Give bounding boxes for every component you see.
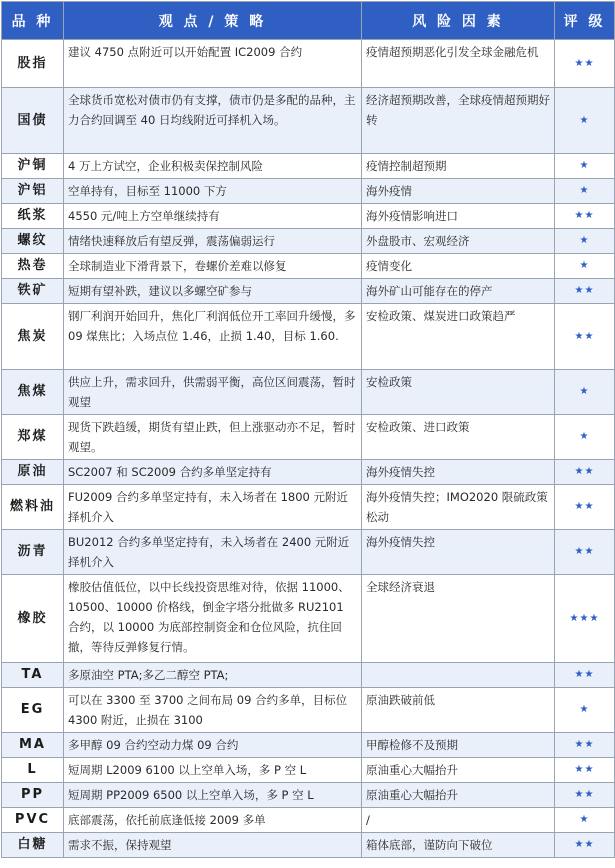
table-row [2,254,615,279]
header-product: 品 种 [2,2,64,40]
product-cell: 国债 [2,88,64,154]
rating-cell: ★★ [555,279,615,304]
table-row [2,688,615,733]
risk-cell: 疫情变化 [362,254,555,279]
risk-cell: 海外疫情失控 [362,530,555,575]
rating-cell: ★ [555,88,615,154]
rating-cell: ★ [555,154,615,179]
product-cell: EG [2,688,64,733]
table-header-row [2,2,615,40]
view-cell: FU2009 合约多单坚定持有，未入场者在 1800 元附近择机介入 [64,485,362,530]
rating-cell: ★ [555,254,615,279]
table-row [2,575,615,663]
rating-cell: ★★ [555,758,615,783]
table-row [2,733,615,758]
product-cell: 沪铜 [2,154,64,179]
product-cell: 螺纹 [2,229,64,254]
table-row [2,808,615,833]
product-cell: 焦煤 [2,370,64,415]
view-cell: 需求不振，保持观望 [64,833,362,858]
view-cell: SC2007 和 SC2009 合约多单坚定持有 [64,460,362,485]
rating-cell: ★★ [555,733,615,758]
view-cell: 橡胶估值低位，以中长线投资思维对待，依据 11000、10500、10000 价格线，倒金字塔分批做多 RU2101 合约，以 10000 为底部控制资金和仓位风险，抗住回撤，等待反弹修复行情。 [64,575,362,663]
view-cell: 情绪快速释放后有望反弹，震荡偏弱运行 [64,229,362,254]
product-cell: 纸浆 [2,204,64,229]
risk-cell: 海外疫情失控 [362,460,555,485]
risk-cell: 海外疫情失控；IMO2020 限硫政策松动 [362,485,555,530]
risk-cell: 疫情控制超预期 [362,154,555,179]
table-row [2,204,615,229]
view-cell: 建议 4750 点附近可以开始配置 IC2009 合约 [64,40,362,88]
rating-cell: ★★ [555,663,615,688]
product-cell: TA [2,663,64,688]
view-cell: 4550 元/吨上方空单继续持有 [64,204,362,229]
risk-cell [362,663,555,688]
product-cell: 橡胶 [2,575,64,663]
risk-cell: 经济超预期改善，全球疫情超预期好转 [362,88,555,154]
risk-cell: 外盘股市、宏观经济 [362,229,555,254]
table-row [2,833,615,858]
table-row [2,460,615,485]
table-body [2,40,615,858]
product-cell: 原油 [2,460,64,485]
product-cell: 白糖 [2,833,64,858]
risk-cell: 安检政策、进口政策 [362,415,555,460]
view-cell: 底部震荡，依托前底逢低接 2009 多单 [64,808,362,833]
view-cell: 多甲醇 09 合约空动力煤 09 合约 [64,733,362,758]
view-cell: 短期有望补跌，建议以多螺空矿参与 [64,279,362,304]
risk-cell: 全球经济衰退 [362,575,555,663]
table-row [2,179,615,204]
table-row [2,415,615,460]
product-cell: PVC [2,808,64,833]
product-cell: 郑煤 [2,415,64,460]
risk-cell: 疫情超预期恶化引发全球金融危机 [362,40,555,88]
product-cell: 热卷 [2,254,64,279]
rating-cell: ★★ [555,304,615,370]
table-row [2,370,615,415]
risk-cell: 安检政策、煤炭进口政策趋严 [362,304,555,370]
rating-cell: ★★ [555,204,615,229]
table-row [2,40,615,88]
view-cell: 4 万上方试空，企业积极卖保控制风险 [64,154,362,179]
view-cell: 现货下跌趋缓，期货有望止跌，但上涨驱动亦不足，暂时观望。 [64,415,362,460]
product-cell: 铁矿 [2,279,64,304]
rating-cell: ★ [555,808,615,833]
table-row [2,229,615,254]
product-cell: MA [2,733,64,758]
risk-cell: 箱体底部，谨防向下破位 [362,833,555,858]
rating-cell: ★ [555,415,615,460]
risk-cell: 原油跌破前低 [362,688,555,733]
rating-cell: ★ [555,229,615,254]
table-row [2,154,615,179]
product-cell: L [2,758,64,783]
rating-cell: ★★ [555,460,615,485]
view-cell: 多原油空 PTA;多乙二醇空 PTA; [64,663,362,688]
rating-cell: ★ [555,688,615,733]
table-row [2,485,615,530]
risk-cell: 原油重心大幅抬升 [362,783,555,808]
header-risk: 风 险 因 素 [362,2,555,40]
view-cell: 可以在 3300 至 3700 之间布局 09 合约多单，目标位 4300 附近，止损在 3100 [64,688,362,733]
table-row [2,783,615,808]
header-view: 观 点 / 策 略 [64,2,362,40]
view-cell: 钢厂利润开始回升，焦化厂利润低位开工率回升缓慢，多 09 煤焦比；入场点位 1.46，止损 1.40，目标 1.60. [64,304,362,370]
strategy-table [1,1,615,858]
risk-cell: 原油重心大幅抬升 [362,758,555,783]
rating-cell: ★★ [555,485,615,530]
risk-cell: 海外疫情影响进口 [362,204,555,229]
risk-cell: 甲醇检修不及预期 [362,733,555,758]
view-cell: 短周期 PP2009 6500 以上空单入场，多 P 空 L [64,783,362,808]
rating-cell: ★★ [555,530,615,575]
table-row [2,530,615,575]
product-cell: 沥青 [2,530,64,575]
rating-cell: ★ [555,179,615,204]
header-rating: 评 级 [555,2,615,40]
risk-cell: 海外疫情 [362,179,555,204]
product-cell: 燃料油 [2,485,64,530]
view-cell: BU2012 合约多单坚定持有，未入场者在 2400 元附近择机介入 [64,530,362,575]
rating-cell: ★★ [555,833,615,858]
product-cell: 股指 [2,40,64,88]
product-cell: 焦炭 [2,304,64,370]
table-row [2,758,615,783]
view-cell: 供应上升，需求回升，供需弱平衡，高位区间震荡，暂时观望 [64,370,362,415]
view-cell: 全球货币宽松对债市仍有支撑，债市仍是多配的品种，主力合约回调至 40 日均线附近可择机入场。 [64,88,362,154]
product-cell: 沪铝 [2,179,64,204]
table-row [2,304,615,370]
rating-cell: ★ [555,370,615,415]
table-row [2,88,615,154]
view-cell: 短周期 L2009 6100 以上空单入场，多 P 空 L [64,758,362,783]
risk-cell: / [362,808,555,833]
rating-cell: ★★ [555,40,615,88]
risk-cell: 海外矿山可能存在的停产 [362,279,555,304]
risk-cell: 安检政策 [362,370,555,415]
table-row [2,279,615,304]
view-cell: 全球制造业下滑背景下，卷螺价差难以修复 [64,254,362,279]
rating-cell: ★★ [555,783,615,808]
view-cell: 空单持有，目标至 11000 下方 [64,179,362,204]
product-cell: PP [2,783,64,808]
rating-cell: ★★★ [555,575,615,663]
table-row [2,663,615,688]
